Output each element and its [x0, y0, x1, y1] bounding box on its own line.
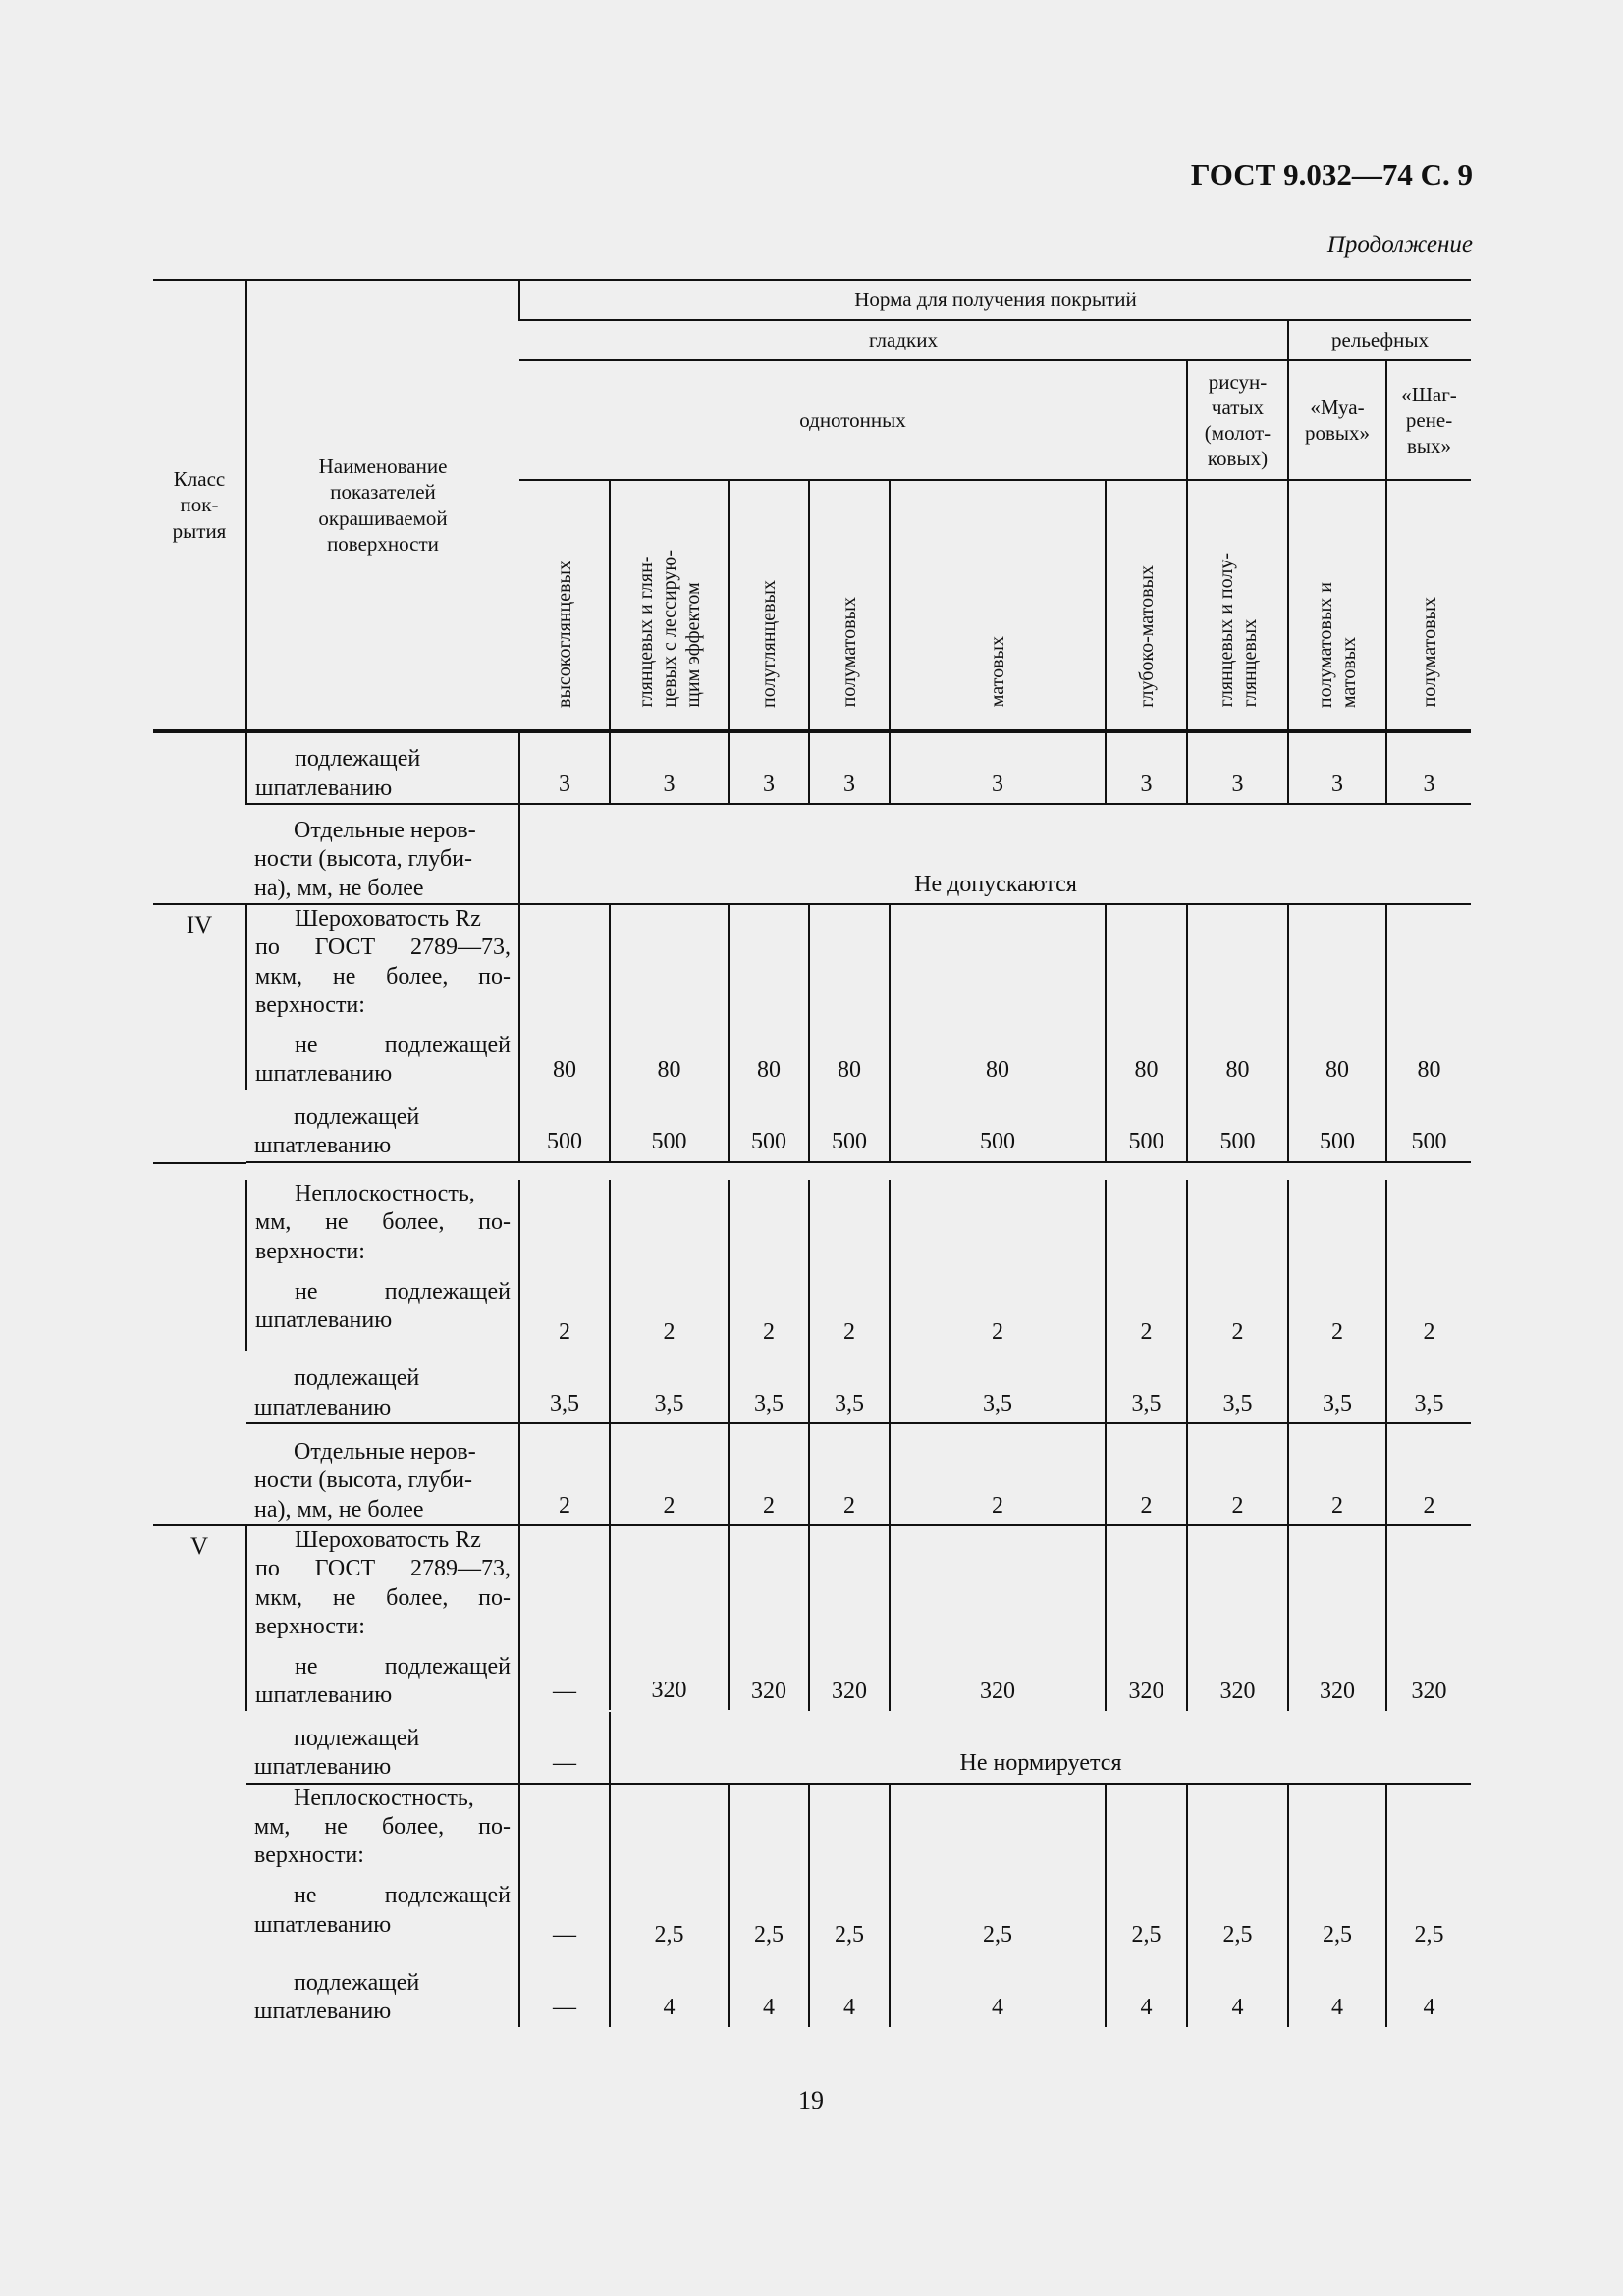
document-title: ГОСТ 9.032—74 С. 9 [1190, 157, 1473, 191]
relief-header: рельефных [1288, 320, 1471, 360]
table-cell: — [519, 1525, 610, 1711]
row-label-line: шпатлеванию [255, 1061, 393, 1088]
table-cell: 500 [1106, 1090, 1187, 1162]
col-header-3 [729, 480, 809, 731]
table-cell: 500 [519, 1090, 610, 1162]
moire-line: ровых» [1304, 421, 1371, 445]
table-cell: 3,5 [890, 1351, 1106, 1423]
row-label-line: Отдельные неров- [294, 1439, 476, 1466]
patterned-line: (молот- [1204, 421, 1271, 445]
patterned-line: ковых) [1207, 447, 1269, 471]
table-row [153, 804, 1471, 904]
table-cell: 3 [890, 731, 1106, 804]
spacer-cell [246, 1162, 1471, 1163]
moire-header [1288, 360, 1386, 480]
table-cell: 3 [729, 731, 809, 804]
shagreen-line: «Шаг- [1401, 382, 1457, 406]
col-header-line: высокоглянцевых [553, 560, 575, 708]
table-cell: 2 [519, 1180, 610, 1351]
row-label-line: на), мм, не более [254, 1496, 424, 1522]
col-header-line: полуматовых и [1315, 581, 1336, 708]
table-cell: 3 [1106, 731, 1187, 804]
table-cell: 2 [890, 1423, 1106, 1525]
col-header-9 [1386, 480, 1471, 731]
class-cell-continued [153, 731, 246, 904]
row-label-line: подлежащей [295, 746, 421, 773]
table-cell: 80 [729, 904, 809, 1090]
indicator-header-line: окрашиваемой [318, 506, 448, 530]
patterned-header [1187, 360, 1288, 480]
table-cell: 2 [729, 1423, 809, 1525]
table-cell: 2 [890, 1180, 1106, 1351]
row-label-line: верхности: [254, 1842, 364, 1869]
table-row [153, 731, 1471, 804]
row-label [246, 1423, 519, 1525]
row-label [246, 1711, 519, 1784]
table-cell: 2 [729, 1180, 809, 1351]
row-label-line: мкм, не более, по- [255, 1584, 511, 1611]
table-cell: 80 [519, 904, 610, 1090]
class-cell-continued [153, 1180, 246, 1525]
table-cell: 80 [1187, 904, 1288, 1090]
row-label-line: на), мм, не более [254, 875, 424, 901]
shagreen-header [1386, 360, 1471, 480]
patterned-line: рисун- [1208, 369, 1268, 394]
row-label [246, 1180, 519, 1351]
row-label [246, 904, 519, 1090]
table-cell: 3 [1187, 731, 1288, 804]
patterned-line: чатых [1211, 395, 1265, 419]
class-header [153, 280, 246, 731]
row-label-line: не подлежащей [294, 1883, 511, 1909]
table-cell: 320 [1106, 1525, 1187, 1711]
table-cell: 80 [1386, 904, 1471, 1090]
row-label-line: Отдельные неров- [294, 818, 476, 844]
table-cell: 2,5 [1187, 1784, 1288, 1954]
table-cell: 320 [729, 1525, 809, 1711]
row-label-line: по ГОСТ 2789—73, [255, 934, 511, 961]
row-label-line: ности (высота, глуби- [254, 1468, 472, 1494]
table-cell: 2 [519, 1423, 610, 1525]
col-header-6 [1106, 480, 1187, 731]
table-cell: — [519, 1784, 610, 1954]
page-number: 19 [798, 2086, 824, 2114]
table-cell: 2,5 [1288, 1784, 1386, 1954]
table-cell: 2 [1187, 1180, 1288, 1351]
table-cell: 2,5 [610, 1784, 729, 1954]
table-cell: 500 [729, 1090, 809, 1162]
row-label-line: по ГОСТ 2789—73, [255, 1556, 511, 1582]
table-cell: 4 [809, 1954, 890, 2027]
row-label-line: мм, не более, по- [255, 1209, 511, 1236]
row-label-line: верхности: [255, 1613, 365, 1639]
row-label-line: шпатлеванию [255, 1308, 393, 1334]
table-cell: 4 [1106, 1954, 1187, 2027]
table-cell: 80 [1106, 904, 1187, 1090]
table-cell: 2 [1288, 1180, 1386, 1351]
table-row [153, 1954, 1471, 2027]
row-label-line: не подлежащей [295, 1278, 511, 1305]
table-cell: 80 [610, 904, 729, 1090]
moire-line: «Муа- [1310, 395, 1365, 419]
row-label-line: шпатлеванию [254, 1394, 392, 1420]
table-cell: 320 [1187, 1525, 1288, 1711]
table-cell: 320 [610, 1525, 729, 1711]
col-header-4 [809, 480, 890, 731]
table-cell: 2 [1106, 1180, 1187, 1351]
col-header-line: матовых [987, 636, 1008, 708]
table-cell: 2 [1187, 1423, 1288, 1525]
col-header-8 [1288, 480, 1386, 731]
shagreen-line: вых» [1406, 434, 1452, 458]
col-header-line: матовых [1338, 636, 1360, 708]
table-cell: 3 [1288, 731, 1386, 804]
table-cell: 4 [1288, 1954, 1386, 2027]
indicator-header-line: Наименование [318, 454, 448, 478]
table-cell: 500 [610, 1090, 729, 1162]
table-cell: 2 [1106, 1423, 1187, 1525]
table-row [153, 1784, 1471, 1954]
row-label-line: не подлежащей [295, 1654, 511, 1681]
table-cell: 2 [610, 1180, 729, 1351]
table-cell: 3,5 [1106, 1351, 1187, 1423]
row-label-line: подлежащей [294, 1365, 420, 1392]
table-cell: 2 [809, 1180, 890, 1351]
table-cell: 80 [1288, 904, 1386, 1090]
table-cell: 500 [1288, 1090, 1386, 1162]
table-cell: 2 [1386, 1423, 1471, 1525]
col-header-line: глубоко-матовых [1135, 565, 1158, 708]
table-cell: 2 [809, 1423, 890, 1525]
row-label-line: шпатлеванию [254, 1999, 392, 2025]
class-cell: V [189, 1533, 209, 1560]
row-label [246, 1954, 519, 2027]
table-cell: 500 [1386, 1090, 1471, 1162]
table-cell: 3,5 [1288, 1351, 1386, 1423]
table-cell: — [519, 1954, 610, 2027]
col-header-line: полуглянцевых [758, 579, 780, 708]
table-cell: 3 [809, 731, 890, 804]
col-header-2 [610, 480, 729, 731]
table-cell: 320 [890, 1525, 1106, 1711]
table-cell: 3 [1386, 731, 1471, 804]
table-row [153, 1351, 1471, 1423]
table-cell: 4 [610, 1954, 729, 2027]
row-label-line: верхности: [255, 991, 365, 1018]
row-label-line: шпатлеванию [254, 1133, 392, 1159]
row-label-line: подлежащей [294, 1726, 420, 1752]
table-cell: 4 [729, 1954, 809, 2027]
row-label-line: мм, не более, по- [254, 1813, 511, 1840]
row-label [246, 804, 519, 904]
norms-table [153, 279, 1471, 1164]
table-cell: 500 [1187, 1090, 1288, 1162]
class-header-line: Класс [173, 467, 226, 492]
table-cell: 2 [610, 1423, 729, 1525]
row-label-line: не подлежащей [295, 1033, 511, 1059]
row-label [246, 1351, 519, 1423]
row-label-line: шпатлеванию [255, 1682, 393, 1709]
table-cell: 3,5 [729, 1351, 809, 1423]
continued-label: Продолжение [1326, 232, 1473, 258]
table-cell: 3 [519, 731, 610, 804]
norms-table-continued [153, 1180, 1471, 2027]
table-cell: 80 [809, 904, 890, 1090]
table-cell: 320 [1386, 1525, 1471, 1711]
table-cell: 3 [610, 731, 729, 804]
table-cell: 2,5 [1106, 1784, 1187, 1954]
row-label [246, 731, 519, 804]
shagreen-line: рене- [1405, 407, 1453, 432]
norm-header: Норма для получения покрытий [519, 280, 1471, 320]
col-header-line: щим эффектом [681, 582, 704, 708]
table-cell: 3,5 [1187, 1351, 1288, 1423]
row-label [246, 1784, 519, 1954]
table-cell: 2 [1386, 1180, 1471, 1351]
table-row [153, 1525, 1471, 1711]
table-cell: 4 [1187, 1954, 1288, 2027]
mono-header: однотонных [519, 360, 1187, 480]
row-label-line: шпатлеванию [255, 774, 393, 801]
indicator-header [246, 280, 519, 731]
class-header-line: рытия [172, 518, 227, 543]
row-label-line: ности (высота, глуби- [254, 846, 472, 873]
class-header-line: пок- [180, 493, 219, 517]
col-header-line: полуматовых [1418, 597, 1440, 708]
row-label-line: подлежащей [294, 1970, 420, 1997]
table-row [153, 1180, 1471, 1351]
table-row [153, 1711, 1471, 1784]
table-row [153, 1423, 1471, 1525]
row-label [246, 1090, 519, 1162]
col-header-1 [519, 480, 610, 731]
row-label-line: подлежащей [294, 1104, 420, 1131]
table-cell: 3,5 [610, 1351, 729, 1423]
table-cell: 80 [890, 904, 1106, 1090]
merged-cell-not-normalized: Не нормируется [610, 1711, 1471, 1784]
smooth-header: гладких [519, 320, 1288, 360]
row-label-line: Шероховатость Rz [295, 1527, 481, 1553]
row-label-line: Шероховатость Rz [295, 906, 481, 932]
row-label-line: Неплоскостность, [294, 1785, 474, 1811]
row-label-line: Неплоскостность, [295, 1181, 475, 1206]
merged-cell-not-allowed: Не допускаются [519, 804, 1471, 904]
table-row [153, 904, 1471, 1090]
table-cell: 4 [890, 1954, 1106, 2027]
col-header-7 [1187, 480, 1288, 731]
row-label-line: шпатлеванию [254, 1911, 392, 1938]
col-header-line: глянцевых и глян- [634, 556, 657, 708]
spacer-row [153, 1162, 1471, 1163]
table-cell: 2,5 [729, 1784, 809, 1954]
row-label-line: шпатлеванию [254, 1754, 392, 1781]
table-cell: 3,5 [1386, 1351, 1471, 1423]
table-cell: 320 [809, 1525, 890, 1711]
table-cell: 4 [1386, 1954, 1471, 2027]
col-header-line: полуматовых [839, 597, 860, 708]
table-cell: 2,5 [1386, 1784, 1471, 1954]
table-cell: 3,5 [809, 1351, 890, 1423]
row-label-line: мкм, не более, по- [255, 963, 511, 989]
table-cell: 2,5 [809, 1784, 890, 1954]
row-label-line: верхности: [255, 1238, 365, 1264]
col-header-5 [890, 480, 1106, 731]
col-header-line: глянцевых [1238, 619, 1261, 708]
table-cell: 3,5 [519, 1351, 610, 1423]
col-header-line: цевых с лессирую- [658, 550, 680, 708]
table-row [153, 1090, 1471, 1162]
indicator-header-line: поверхности [327, 531, 439, 556]
class-cell: IV [153, 904, 246, 1163]
table-cell: 500 [890, 1090, 1106, 1162]
row-label [246, 1525, 519, 1711]
table-cell: — [519, 1711, 610, 1784]
col-header-line: глянцевых и полу- [1215, 553, 1237, 708]
table-cell: 500 [809, 1090, 890, 1162]
table-cell: 2,5 [890, 1784, 1106, 1954]
table-cell: 320 [1288, 1525, 1386, 1711]
table-cell: 2 [1288, 1423, 1386, 1525]
indicator-header-line: показателей [330, 480, 436, 505]
